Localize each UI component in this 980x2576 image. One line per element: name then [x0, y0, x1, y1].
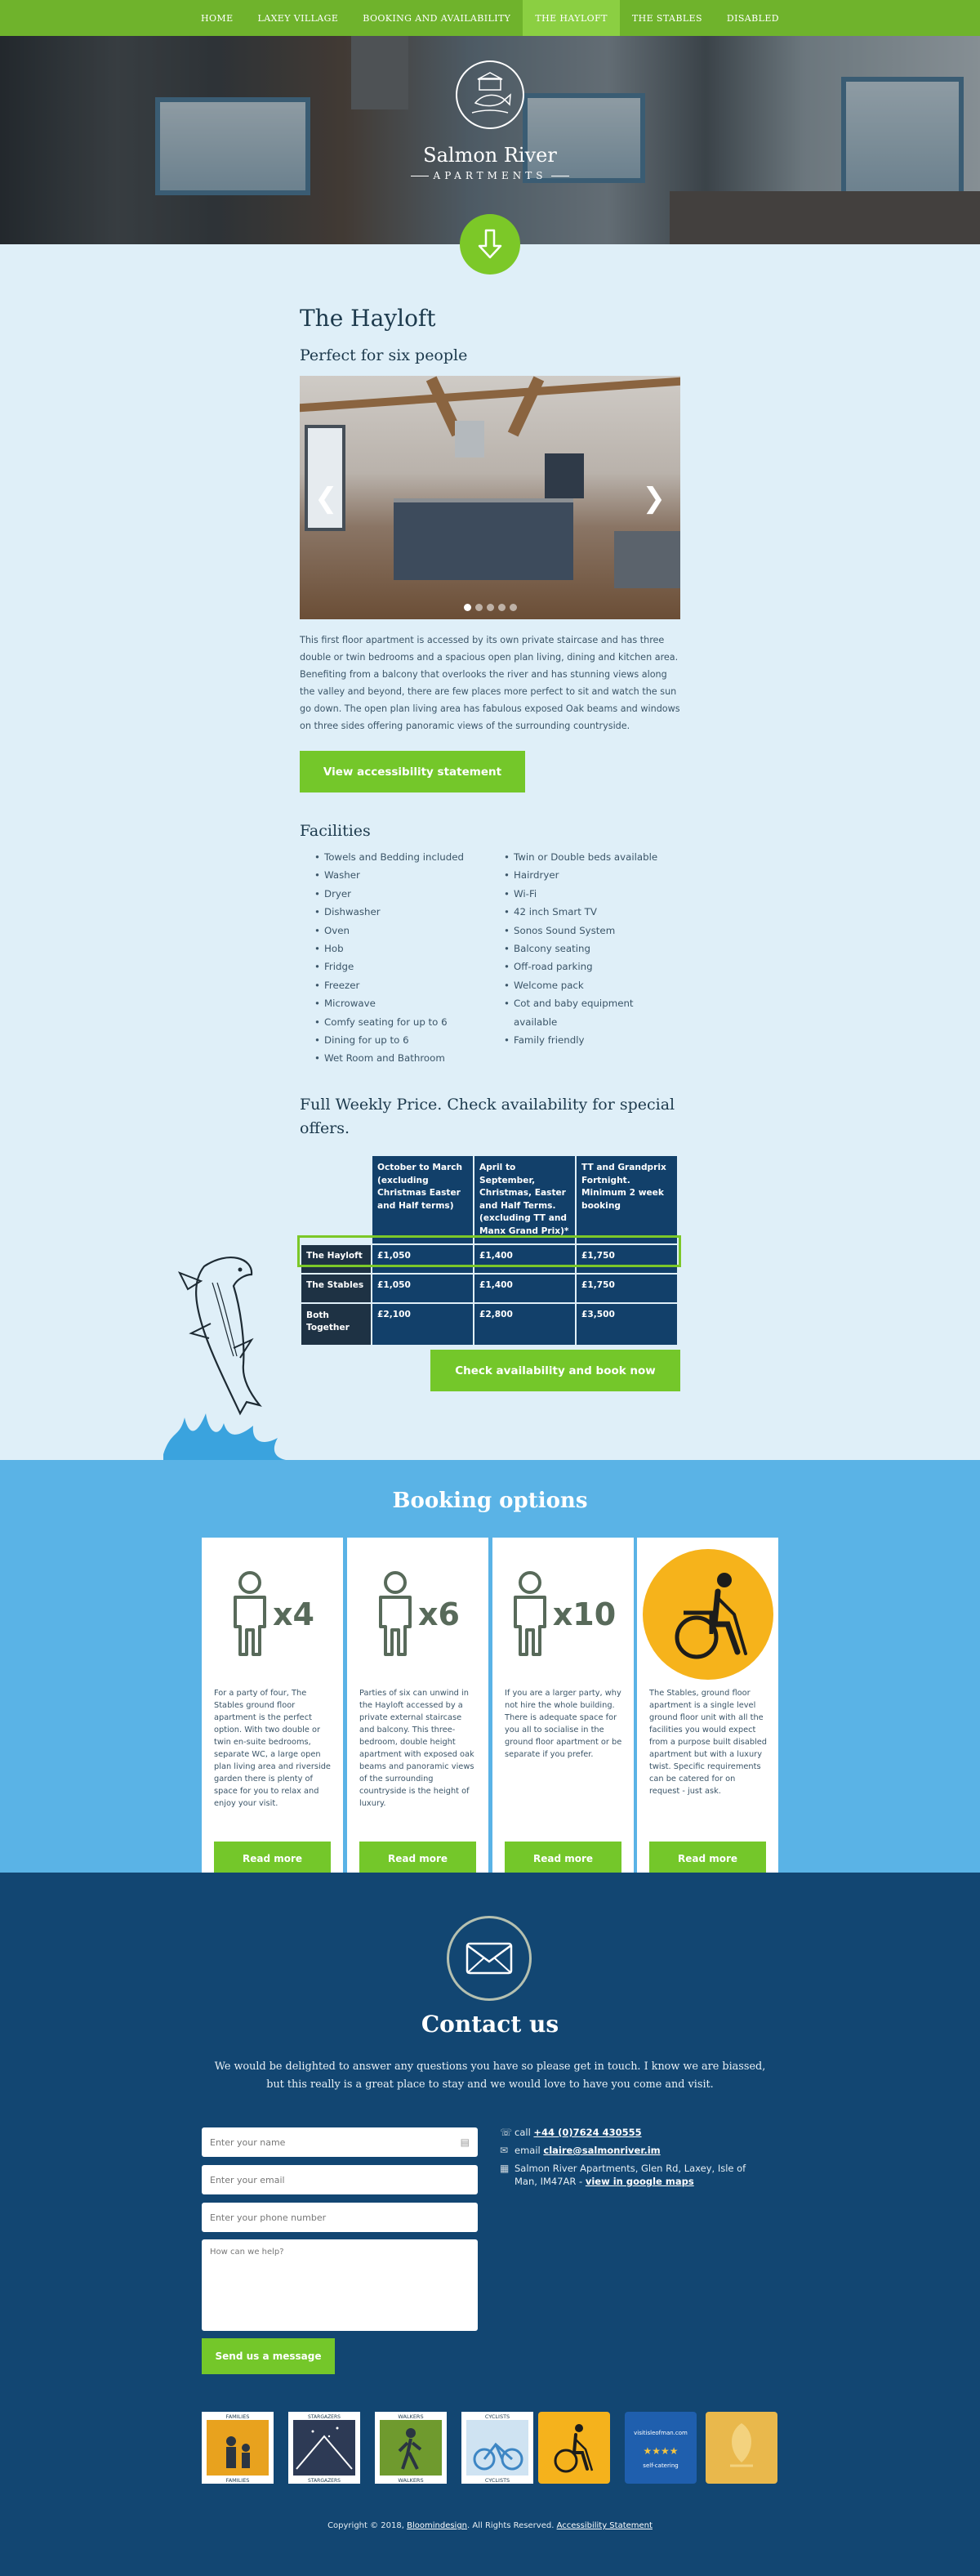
contact-phone: ☏ call +44 (0)7624 430555 — [500, 2127, 642, 2138]
column-header: TT and Grandprix Fortnight. Minimum 2 week booking — [577, 1156, 677, 1243]
highlighted-row-outline — [297, 1235, 681, 1267]
card-text: Parties of six can unwind in the Hayloft accessed by a private external staircase and balcony. This three-bedroom, double height apartment with exposed oak beams and panoramic views of the surrounding countryside is the height of luxury. — [359, 1689, 474, 1808]
apartment-description: This first floor apartment is accessed by its own private staircase and has three double or twin bedrooms and a spacious open plan living, dining and kitchen area. Benefiting from a balcony that overlooks the river and has stunning views along the valley and beyond, there are few places more perfect to sit and watch the sun go down. The open plan living area has fabulous exposed Oak beams and windows on three sides offering panoramic views of the surrounding countryside. — [300, 635, 680, 731]
slider-next-icon[interactable]: ❯ — [642, 482, 666, 515]
scroll-down-button[interactable] — [460, 214, 520, 275]
booking-options-title: Booking options — [392, 1489, 588, 1513]
column-header: October to March (excluding Christmas Easter and Half terms) — [372, 1156, 473, 1243]
brand-name: Salmon River — [423, 144, 557, 167]
facility-item: • Wi-Fi — [504, 885, 675, 903]
contact-intro: We would be delighted to answer any questions you have so please get in touch. I know we are biassed, but this really is a great place to stay and we would love to have you come and visit. — [214, 2060, 766, 2091]
hero-banner — [0, 36, 980, 244]
row-header: The Hayloft — [301, 1245, 371, 1273]
slide-hood — [455, 421, 484, 458]
svg-text:CYCLISTS: CYCLISTS — [484, 2477, 510, 2484]
svg-text:FAMILIES: FAMILIES — [225, 2413, 250, 2420]
accessibility-statement-link[interactable]: Accessibility Statement — [556, 2521, 653, 2530]
slide-sofa — [614, 531, 680, 588]
nav-disabled[interactable]: DISABLED — [726, 12, 779, 24]
svg-text:self-catering: self-catering — [643, 2462, 679, 2469]
send-message-button[interactable]: Send us a message — [202, 2338, 335, 2374]
slide-cabinet — [545, 453, 584, 498]
phone-link[interactable]: +44 (0)7624 430555 — [533, 2127, 642, 2138]
slide-window — [305, 425, 345, 531]
top-navigation — [0, 0, 980, 36]
facility-item: • Fridge — [314, 958, 486, 975]
facility-item: • Wet Room and Bathroom — [314, 1049, 486, 1067]
name-placeholder: Enter your name — [210, 2136, 286, 2148]
facilities-list-right — [504, 848, 675, 1049]
facility-item: • Comfy seating for up to 6 — [314, 1013, 486, 1031]
facility-item: • Dishwasher — [314, 903, 486, 921]
price-cell: £1,050 — [372, 1275, 473, 1302]
nav-laxey-village[interactable]: LAXEY VILLAGE — [257, 12, 339, 24]
nav-the-hayloft[interactable]: THE HAYLOFT — [523, 0, 620, 36]
image-slider[interactable] — [300, 376, 680, 619]
email-field[interactable]: Enter your email — [202, 2165, 478, 2194]
facility-item: • Freezer — [314, 976, 486, 994]
svg-text:CYCLISTS: CYCLISTS — [484, 2413, 510, 2420]
row-header: The Stables — [301, 1275, 371, 1302]
page-title: The Hayloft — [300, 305, 436, 332]
facility-item: • Towels and Bedding included — [314, 848, 486, 866]
read-more-button[interactable]: Read more — [649, 1842, 766, 1876]
wheelchair-accessible-icon — [643, 1549, 773, 1680]
booking-card-six — [347, 1538, 488, 1890]
person-icon — [230, 1569, 270, 1659]
designer-link[interactable]: Bloomindesign — [407, 2521, 468, 2530]
google-maps-link[interactable]: view in google maps — [585, 2176, 694, 2187]
contact-title: Contact us — [421, 2011, 559, 2038]
read-more-button[interactable]: Read more — [214, 1842, 331, 1876]
facility-item: • Washer — [314, 866, 486, 884]
cyclists-welcome-badge-icon — [461, 2412, 533, 2484]
accessibility-statement-button[interactable]: View accessibility statement — [300, 751, 525, 792]
svg-text:WALKERS: WALKERS — [398, 2413, 424, 2420]
page-subtitle: Perfect for six people — [300, 346, 468, 364]
booking-card-four — [202, 1538, 343, 1890]
column-header: April to September, Christmas, Easter and Half Terms. (excluding TT and Manx Grand Prix)* — [474, 1156, 575, 1243]
contact-email: ✉ email claire@salmonriver.im — [500, 2145, 661, 2156]
leaping-salmon-icon — [155, 1250, 302, 1462]
slider-dots — [300, 604, 680, 611]
facilities-list-left — [314, 848, 486, 1068]
guest-multiplier: x10 — [552, 1596, 617, 1632]
svg-text:STARGAZERS: STARGAZERS — [308, 2478, 341, 2484]
facility-item: • Oven — [314, 922, 486, 940]
autofill-icon: ▤ — [460, 2136, 470, 2148]
facility-item: • Dryer — [314, 885, 486, 903]
facility-item: • Cot and baby equipment available — [504, 994, 675, 1031]
phone-icon: ☏ — [500, 2127, 513, 2138]
map-icon: ▦ — [500, 2163, 510, 2174]
arrow-down-icon — [475, 228, 505, 261]
envelope-icon — [466, 1942, 513, 1975]
facility-item: • Family friendly — [504, 1031, 675, 1049]
footer: Copyright © 2018, Bloomindesign. All Rights Reserved. Accessibility Statement — [327, 2521, 653, 2530]
facility-item: • Sonos Sound System — [504, 922, 675, 940]
nav-the-stables[interactable]: THE STABLES — [631, 12, 702, 24]
guest-multiplier: x6 — [418, 1596, 460, 1632]
booking-card-disabled — [637, 1538, 778, 1890]
table-row — [301, 1304, 677, 1345]
slider-dot[interactable] — [475, 604, 483, 611]
read-more-button[interactable]: Read more — [359, 1842, 476, 1876]
salmon-logo-icon — [466, 70, 514, 119]
table-row — [301, 1275, 677, 1302]
walkers-welcome-badge-icon — [375, 2412, 447, 2484]
table-header-row — [301, 1156, 677, 1243]
price-cell: £1,750 — [577, 1245, 677, 1273]
check-availability-button[interactable]: Check availability and book now — [430, 1350, 680, 1391]
facility-item: • 42 inch Smart TV — [504, 903, 675, 921]
stargazers-welcome-badge-icon — [288, 2412, 360, 2484]
facility-item: • Balcony seating — [504, 940, 675, 958]
slider-dot[interactable] — [487, 604, 494, 611]
facility-item: • Twin or Double beds available — [504, 848, 675, 866]
brand-tagline: APARTMENTS — [0, 170, 980, 181]
brand-logo[interactable] — [456, 60, 524, 129]
card-text: If you are a larger party, why not hire the whole building. There is adequate space for you all to socialise in the ground floor apartment or be separate if you prefer. — [505, 1689, 622, 1759]
email-icon: ✉ — [500, 2145, 509, 2156]
price-cell: £3,500 — [577, 1304, 677, 1345]
person-icon — [376, 1569, 415, 1659]
slider-prev-icon[interactable]: ❮ — [314, 482, 338, 515]
facility-item: • Hairdryer — [504, 866, 675, 884]
svg-text:visitisleofman.com: visitisleofman.com — [634, 2430, 688, 2436]
svg-text:STARGAZERS: STARGAZERS — [308, 2414, 341, 2420]
email-link[interactable]: claire@salmonriver.im — [543, 2145, 661, 2156]
card-text: The Stables, ground floor apartment is a single level ground floor unit with all the facilities you would expect from a purpose built disabled apartment but with a luxury twist. Specific requirements can be catered for on request - just ask. — [649, 1689, 768, 1796]
card-text: For a party of four, The Stables ground floor apartment is the perfect option. With two double or twin en-suite bedrooms, separate WC, a large open plan living area and riverside garden there is plenty of space for you to relax and enjoy your visit. — [214, 1689, 331, 1808]
facility-item: • Off-road parking — [504, 958, 675, 975]
families-welcome-badge-icon — [202, 2412, 274, 2484]
row-header: Both Together — [301, 1304, 371, 1345]
price-cell: £1,050 — [372, 1245, 473, 1273]
svg-text:★★★★: ★★★★ — [643, 2445, 679, 2457]
facility-item: • Hob — [314, 940, 486, 958]
svg-text:WALKERS: WALKERS — [398, 2477, 424, 2484]
nav-home[interactable]: HOME — [201, 12, 234, 24]
pricing-heading: Full Weekly Price. Check availability for special offers. — [300, 1096, 675, 1137]
price-cell: £1,400 — [474, 1245, 575, 1273]
nav-booking-availability[interactable]: BOOKING AND AVAILABILITY — [363, 12, 511, 24]
contact-address: ▦ Salmon River Apartments, Glen Rd, Laxey, Isle of Man, IM47AR - view in google maps — [500, 2163, 746, 2187]
price-cell: £1,400 — [474, 1275, 575, 1302]
slider-dot[interactable] — [510, 604, 517, 611]
facilities-heading: Facilities — [300, 822, 371, 840]
facility-item: • Dining for up to 6 — [314, 1031, 486, 1049]
price-cell: £2,100 — [372, 1304, 473, 1345]
visit-isle-of-man-badge-icon — [625, 2412, 697, 2484]
mail-badge — [447, 1916, 532, 2001]
svg-text:FAMILIES: FAMILIES — [225, 2477, 250, 2484]
read-more-button[interactable]: Read more — [505, 1842, 621, 1876]
person-icon — [510, 1569, 550, 1659]
price-cell: £2,800 — [474, 1304, 575, 1345]
accessible-badge-icon — [538, 2412, 610, 2484]
phone-field[interactable]: Enter your phone number — [202, 2203, 478, 2232]
message-field[interactable]: How can we help? — [202, 2239, 478, 2331]
price-cell: £1,750 — [577, 1275, 677, 1302]
gold-award-badge-icon — [706, 2412, 777, 2484]
facility-item: • Welcome pack — [504, 976, 675, 994]
facility-item: • Microwave — [314, 994, 486, 1012]
slide-kitchen-island — [394, 498, 573, 580]
slider-dot[interactable] — [498, 604, 506, 611]
booking-options-section — [0, 1460, 980, 1873]
guest-multiplier: x4 — [273, 1596, 314, 1632]
slider-dot[interactable] — [464, 604, 471, 611]
name-field[interactable] — [202, 2127, 478, 2157]
booking-card-ten — [492, 1538, 634, 1890]
